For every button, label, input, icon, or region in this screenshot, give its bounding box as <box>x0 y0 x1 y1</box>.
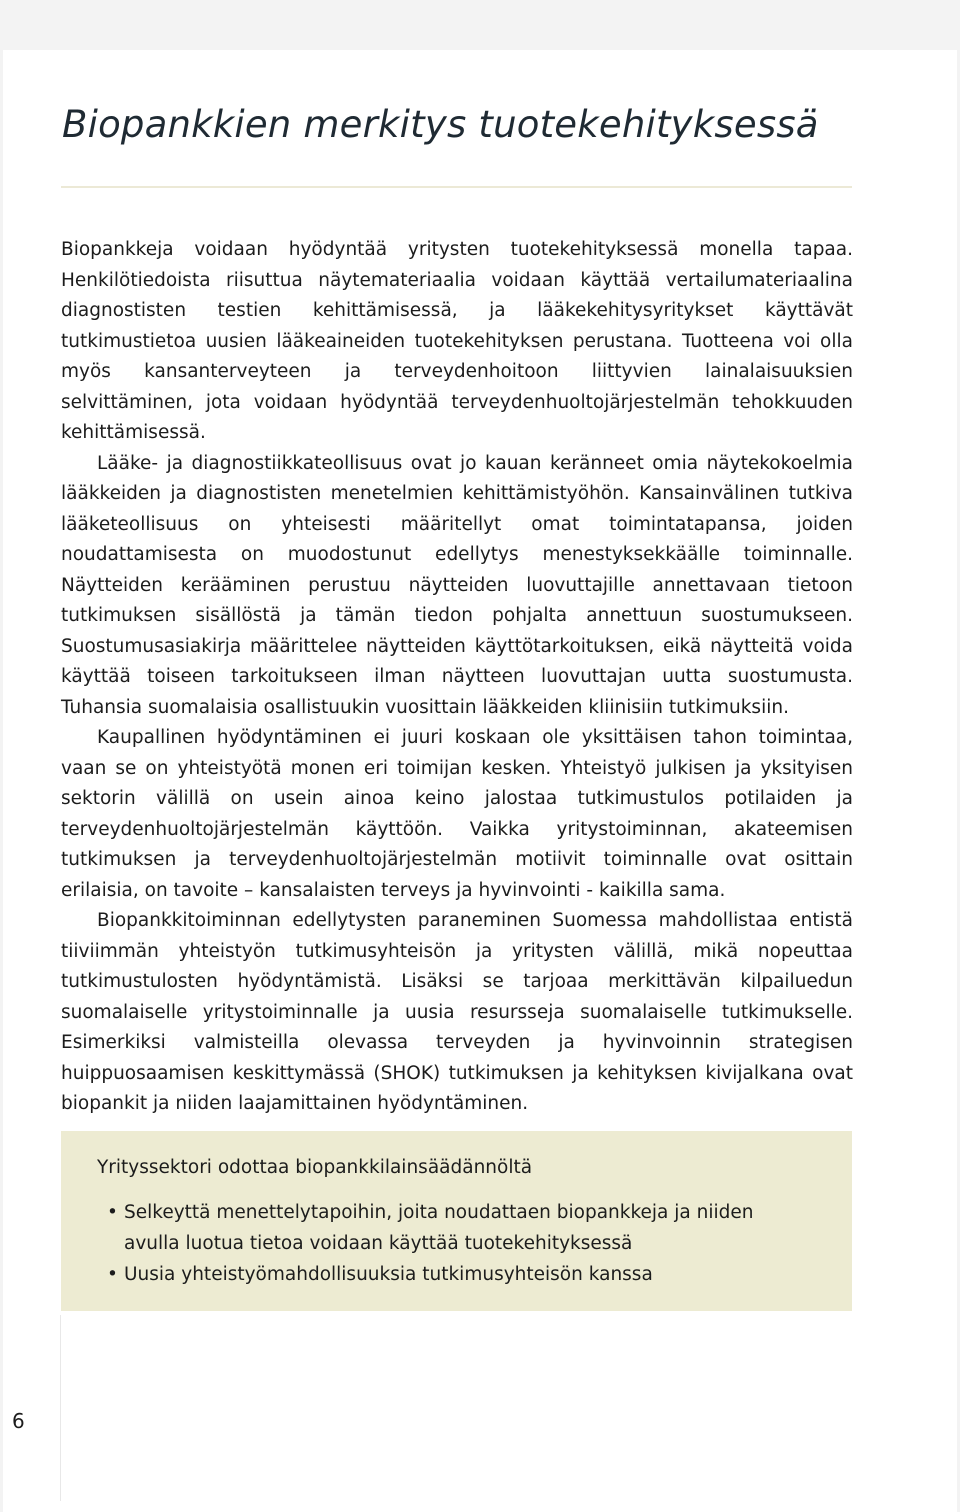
margin-line <box>60 1315 61 1501</box>
callout-list <box>105 1197 805 1290</box>
bullet-icon: • <box>107 1264 118 1285</box>
paragraph-3: Kaupallinen hyödyntäminen ei juuri koskaan ole yksittäisen tahon toimintaa, vaan se on yhteistyötä monen eri toimijan kesken. Yhteistyö julkisen ja yksityisen sektorin välillä on usein ainoa keino jalostaa tutkimustulos potilaiden ja terveydenhuoltojärjestelmän käyttöön. Vaikka yritystoiminnan, akateemisen tutkimuksen ja terveydenhuoltojärjestelmän motiivit toiminnalle ovat osittain erilaisia, on tavoite – kansalaisten terveys ja hyvinvointi - kaikilla sama. <box>61 727 853 901</box>
callout-list-item <box>105 1259 805 1290</box>
paragraph-2: Lääke- ja diagnostiikkateollisuus ovat jo kauan keränneet omia näytekokoelmia lääkkeiden ja diagnostisten menetelmien kehittämistyöhön. Kansainvälinen tutkiva lääketeollisuus on yhteisesti määritellyt omat toimintatapansa, joiden noudattamisesta on muodostunut edellytys menestyksekkäälle toiminnalle. Näytteiden kerääminen perustuu näytteiden luovuttajille annettavaan tietoon tutkimuksen sisällöstä ja tämän tiedon pohjalta annettuun suostumukseen. Suostumusasiakirja määrittelee näytteiden käyttötarkoituksen, eikä näytteitä voida käyttää toiseen tarkoitukseen ilman näytteen luovuttajan uutta suostumusta. Tuhansia suomalaisia osallistuukin vuosittain lääkkeiden kliinisiin tutkimuksiin. <box>61 452 853 718</box>
callout-list-item <box>105 1197 805 1259</box>
paragraph-1: Biopankkeja voidaan hyödyntää yritysten tuotekehityksessä monella tapaa. Henkilötiedoista riisuttua näytemateriaalia voidaan käyttää vertailumateriaalina diagnostisten testien kehittämisessä, ja lääkekehitysyritykset käyttävät tutkimustietoa uusien lääkeaineiden tuotekehityksen perustana. Tuotteena voi olla myös kansanterveyteen ja terveydenhoitoon liittyvien lainalaisuuksien selvittäminen, jota voidaan hyödyntää terveydenhuoltojärjestelmän tehokkuuden kehittämisessä. <box>61 239 853 443</box>
body-text <box>61 235 853 1120</box>
callout-heading: Yrityssektori odottaa biopankkilainsäädännöltä <box>97 1157 533 1178</box>
paragraph-4: Biopankkitoiminnan edellytysten paraneminen Suomessa mahdollistaa entistä tiiviimmän yhteistyön tutkimusyhteisön ja yritysten välillä, mikä nopeuttaa tutkimustulosten hyödyntämistä. Lisäksi se tarjoaa merkittävän kilpailuedun suomalaiselle yritystoiminnalle ja uusia resursseja suomalaiselle tutkimukselle. Esimerkiksi valmisteilla olevassa terveyden ja hyvinvoinnin strategisen huippuosaamisen keskittymässä (SHOK) tutkimuksen ja kehityksen kivijalkana ovat biopankit ja niiden laajamittainen hyödyntäminen. <box>61 910 853 1114</box>
callout-box <box>61 1131 852 1311</box>
page-title: Biopankkien merkitys tuotekehityksessä <box>62 103 819 146</box>
callout-item-text: Selkeyttä menettelytapoihin, joita noudattaen biopankkeja ja niiden avulla luotua tietoa voidaan käyttää tuotekehityksessä <box>124 1202 754 1254</box>
page-number: 6 <box>12 1409 25 1433</box>
bullet-icon: • <box>107 1202 118 1223</box>
callout-item-text: Uusia yhteistyömahdollisuuksia tutkimusyhteisön kanssa <box>124 1264 653 1285</box>
title-divider <box>61 186 852 188</box>
